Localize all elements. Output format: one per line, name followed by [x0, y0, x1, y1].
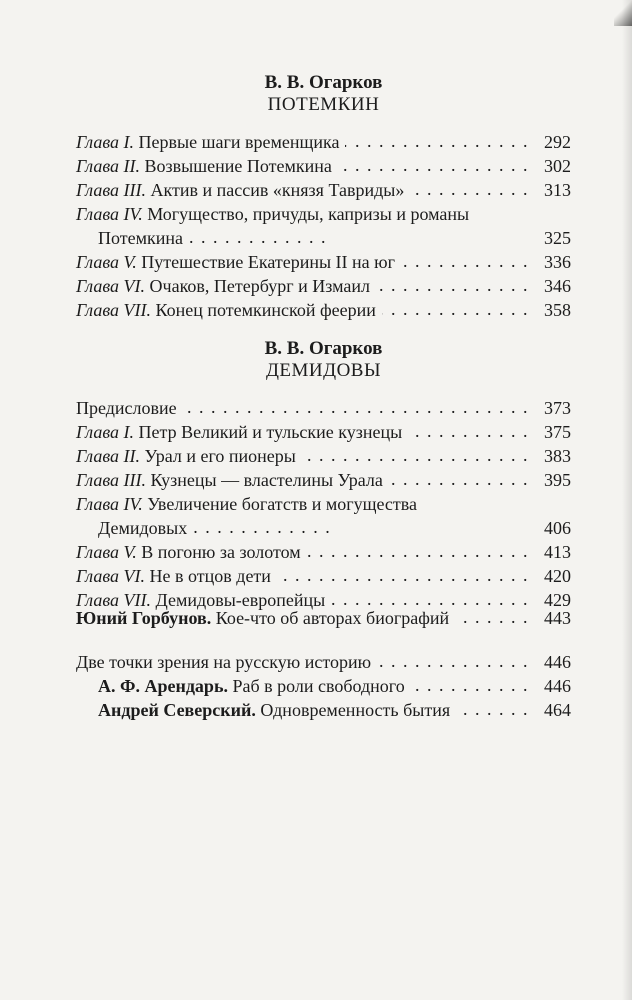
toc-entry[interactable]	[76, 250, 571, 274]
dot-leader	[338, 159, 529, 173]
chapter-label: Глава IV.	[76, 204, 143, 224]
dot-leader	[455, 611, 529, 625]
dot-leader	[302, 449, 529, 463]
section-demidovy	[76, 338, 571, 612]
chapter-title: Могущество, причуды, капризы и романы	[147, 204, 470, 224]
entry-title: Раб в роли свободного	[232, 676, 405, 696]
chapter-label: Глава VII.	[76, 590, 152, 610]
toc-entry[interactable]	[76, 540, 571, 564]
toc-entry[interactable]	[76, 154, 571, 178]
chapter-label: Глава VII.	[76, 300, 152, 320]
toc-entry[interactable]	[76, 178, 571, 202]
toc-list	[76, 396, 571, 612]
dot-leader	[389, 473, 529, 487]
section-afterword	[76, 606, 571, 630]
chapter-title: Демидовы-европейцы	[155, 590, 326, 610]
toc-subentry[interactable]	[76, 674, 571, 698]
chapter-label: Глава V.	[76, 542, 137, 562]
toc-entry[interactable]	[76, 130, 571, 154]
page-number: 443	[544, 608, 571, 628]
dot-leader	[377, 655, 529, 669]
dot-leader	[331, 593, 529, 607]
chapter-title-cont: Потемкина	[98, 228, 184, 248]
toc-entry[interactable]	[76, 468, 571, 492]
toc-entry[interactable]	[76, 298, 571, 322]
page-number: 292	[544, 132, 571, 152]
page-corner-mark	[614, 0, 632, 26]
section-title: ПОТЕМКИН	[267, 94, 380, 115]
entry-author: А. Ф. Арендарь.	[98, 676, 228, 696]
chapter-label: Глава VI.	[76, 276, 146, 296]
dot-leader	[183, 401, 529, 415]
toc-entry[interactable]	[76, 564, 571, 588]
toc-subentry[interactable]	[76, 698, 571, 722]
section-appendix	[76, 650, 571, 722]
chapter-label: Глава VI.	[76, 566, 146, 586]
chapter-title: Очаков, Петербург и Измаил	[149, 276, 370, 296]
chapter-title: Путешествие Екатерины II на юг	[141, 252, 395, 272]
dot-leader	[456, 703, 529, 717]
page-number: 395	[544, 470, 571, 490]
chapter-label: Глава I.	[76, 422, 135, 442]
section-author: В. В. Огарков	[264, 72, 383, 93]
dot-leader	[193, 521, 529, 535]
section-potemkin	[76, 72, 571, 322]
chapter-title: Петр Великий и тульские кузнецы	[138, 422, 403, 442]
chapter-title: Первые шаги временщика	[138, 132, 340, 152]
page-number: 373	[544, 398, 571, 418]
page-number: 420	[544, 566, 571, 586]
chapter-title: Конец потемкинской феерии	[155, 300, 376, 320]
chapter-label: Глава V.	[76, 252, 137, 272]
toc-entry[interactable]	[76, 396, 571, 420]
page-number: 325	[544, 228, 571, 248]
entry-author: Юний Горбунов.	[76, 608, 212, 628]
chapter-title: Предисловие	[76, 398, 177, 418]
chapter-title: Актив и пассив «князя Тавриды»	[150, 180, 405, 200]
chapter-title: В погоню за золотом	[141, 542, 301, 562]
dot-leader	[382, 303, 529, 317]
page-number: 358	[544, 300, 571, 320]
page-number: 346	[544, 276, 571, 296]
dot-leader	[411, 679, 529, 693]
chapter-title: Урал и его пионеры	[144, 446, 296, 466]
chapter-title: Не в отцов дети	[149, 566, 271, 586]
page-number: 313	[544, 180, 571, 200]
chapter-label: Глава II.	[76, 156, 141, 176]
chapter-title: Увеличение богатств и могущества	[147, 494, 418, 514]
section-title: ДЕМИДОВЫ	[265, 360, 382, 381]
section-author: В. В. Огарков	[264, 338, 383, 359]
dot-leader	[189, 231, 529, 245]
page-number: 375	[544, 422, 571, 442]
toc-entry[interactable]	[76, 202, 571, 250]
page-number: 383	[544, 446, 571, 466]
toc-entry[interactable]	[76, 650, 571, 674]
page-number: 336	[544, 252, 571, 272]
entry-title: Кое-что об авторах биографий	[215, 608, 450, 628]
chapter-label: Глава III.	[76, 470, 147, 490]
chapter-title: Кузнецы — властелины Урала	[150, 470, 383, 490]
toc-entry[interactable]	[76, 444, 571, 468]
page-number: 446	[544, 676, 571, 696]
chapter-label: Глава IV.	[76, 494, 143, 514]
dot-leader	[307, 545, 529, 559]
toc-list	[76, 130, 571, 322]
page-number: 413	[544, 542, 571, 562]
page-number: 406	[544, 518, 571, 538]
page-number: 464	[544, 700, 571, 720]
page-number: 446	[544, 652, 571, 672]
dot-leader	[376, 279, 529, 293]
entry-title: Одновременность бытия	[260, 700, 451, 720]
chapter-label: Глава I.	[76, 132, 135, 152]
chapter-label: Глава II.	[76, 446, 141, 466]
page-number: 302	[544, 156, 571, 176]
toc-entry[interactable]	[76, 420, 571, 444]
chapter-label: Глава III.	[76, 180, 147, 200]
toc-entry[interactable]	[76, 492, 571, 540]
dot-leader	[408, 425, 529, 439]
toc-entry[interactable]	[76, 274, 571, 298]
chapter-title: Возвышение Потемкина	[144, 156, 332, 176]
dot-leader	[345, 135, 529, 149]
chapter-title-cont: Демидовых	[98, 518, 188, 538]
dot-leader	[401, 255, 529, 269]
page-edge-shadow	[622, 0, 632, 1000]
dot-leader	[410, 183, 529, 197]
toc-entry[interactable]	[76, 606, 571, 630]
entry-author: Андрей Северский.	[98, 700, 256, 720]
dot-leader	[277, 569, 529, 583]
page-number: 429	[544, 590, 571, 610]
entry-title: Две точки зрения на русскую историю	[76, 652, 372, 672]
